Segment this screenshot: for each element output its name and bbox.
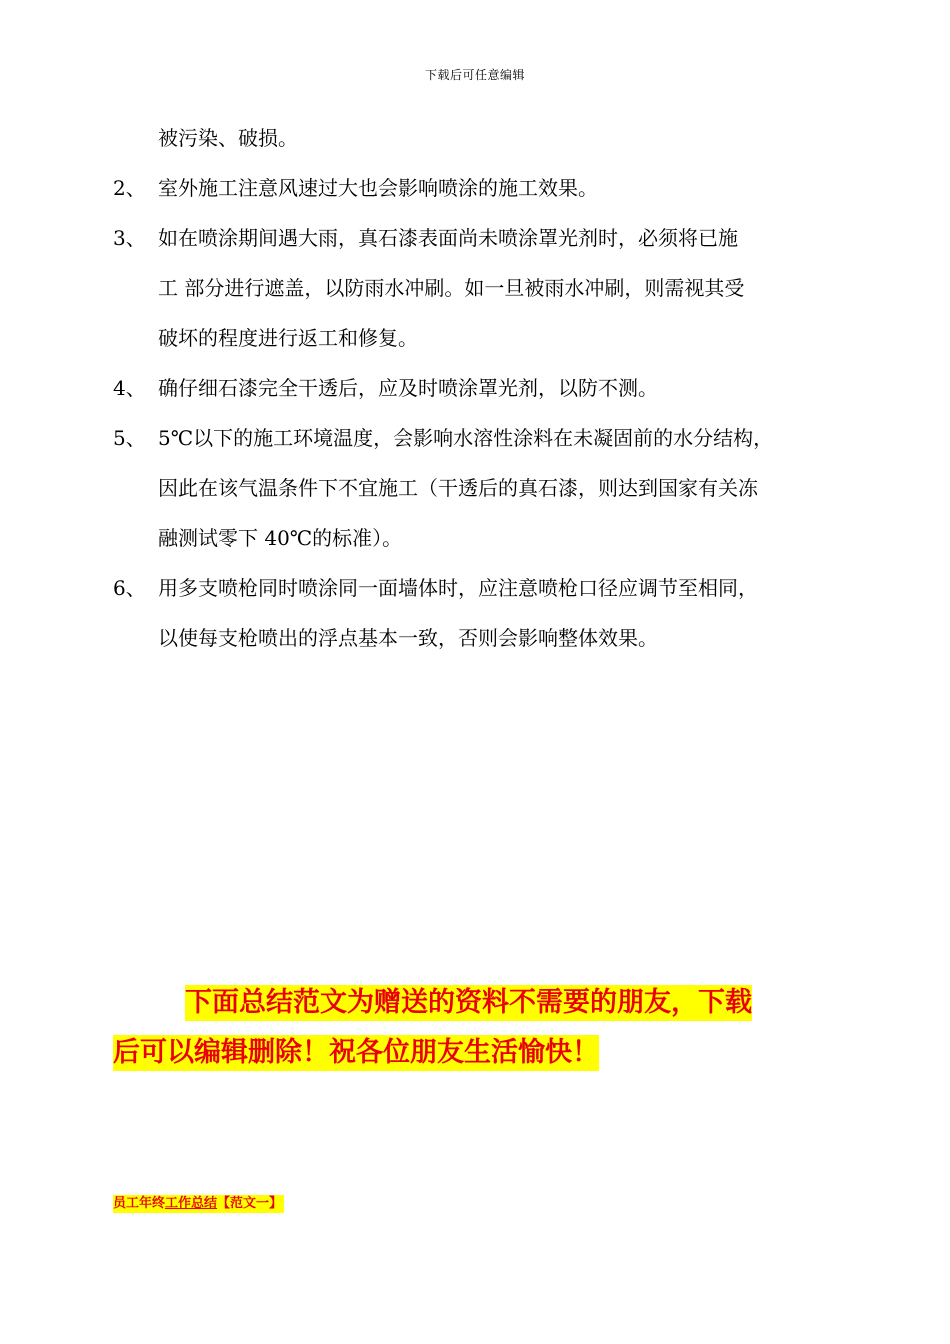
list-item-line: 确仔细石漆完全干透后，应及时喷涂罩光剂，以防不测。 (158, 376, 658, 400)
promo-line-2: 后可以编辑删除！祝各位朋友生活愉快！ (113, 1035, 599, 1071)
list-item-line: 用多支喷枪同时喷涂同一面墙体时，应注意喷枪口径应调节至相同， (158, 576, 758, 600)
sample-title-underlined: 工作总结 (165, 1196, 218, 1211)
promo-line-1: 下面总结范文为赠送的资料不需要的朋友，下载 (185, 985, 752, 1021)
list-number: 3、 (113, 226, 146, 250)
list-number: 5、 (113, 426, 146, 450)
list-number: 6、 (113, 576, 146, 600)
list-item-line: 破坏的程度进行返工和修复。 (158, 326, 418, 350)
sample-title-suffix: 【范文一】 (217, 1196, 283, 1211)
page-header: 下载后可任意编辑 (424, 68, 525, 82)
list-item-line: 如在喷涂期间遇大雨，真石漆表面尚未喷涂罩光剂时，必须将已施 (158, 226, 738, 250)
list-item-line: 融测试零下 40℃的标准）。 (158, 526, 403, 550)
list-item-line: 室外施工注意风速过大也会影响喷涂的施工效果。 (158, 176, 598, 200)
list-number: 2、 (113, 176, 146, 200)
list-item-line: 因此在该气温条件下不宜施工（干透后的真石漆，则达到国家有关冻 (158, 476, 758, 500)
list-item-line: 5℃以下的施工环境温度，会影响水溶性涂料在未凝固前的水分结构， (158, 426, 774, 450)
sample-title-part: 员工年终 (113, 1196, 166, 1211)
continuation-line: 被污染、破损。 (158, 126, 298, 150)
list-item-line: 以使每支枪喷出的浮点基本一致，否则会影响整体效果。 (158, 626, 658, 650)
list-item-line: 工 部分进行遮盖，以防雨水冲刷。如一旦被雨水冲刷，则需视其受 (158, 276, 745, 300)
list-number: 4、 (113, 376, 146, 400)
sample-title (113, 1195, 284, 1213)
